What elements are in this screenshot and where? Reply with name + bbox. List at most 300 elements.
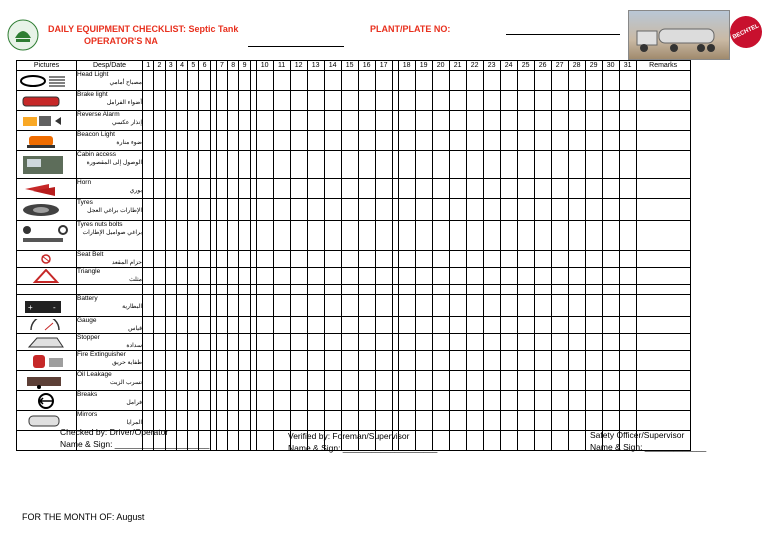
check-cell[interactable] bbox=[551, 111, 568, 131]
check-cell[interactable] bbox=[154, 334, 165, 351]
check-cell[interactable] bbox=[602, 334, 619, 351]
check-cell[interactable] bbox=[551, 431, 568, 451]
check-cell[interactable] bbox=[307, 268, 324, 285]
check-cell[interactable] bbox=[517, 221, 534, 251]
check-cell[interactable] bbox=[602, 351, 619, 371]
check-cell[interactable] bbox=[375, 334, 392, 351]
check-cell[interactable] bbox=[358, 351, 375, 371]
check-cell[interactable] bbox=[228, 295, 239, 317]
check-cell[interactable] bbox=[568, 317, 585, 334]
check-cell[interactable] bbox=[602, 411, 619, 431]
check-cell[interactable] bbox=[517, 179, 534, 199]
check-cell[interactable] bbox=[602, 285, 619, 295]
check-cell[interactable] bbox=[188, 317, 199, 334]
check-cell[interactable] bbox=[273, 371, 290, 391]
check-cell[interactable] bbox=[239, 295, 250, 317]
check-cell[interactable] bbox=[154, 179, 165, 199]
check-cell[interactable] bbox=[534, 221, 551, 251]
check-cell[interactable] bbox=[273, 199, 290, 221]
check-cell[interactable] bbox=[290, 111, 307, 131]
check-cell[interactable] bbox=[290, 391, 307, 411]
check-cell[interactable] bbox=[176, 371, 187, 391]
check-cell[interactable] bbox=[432, 295, 449, 317]
check-cell[interactable] bbox=[415, 199, 432, 221]
check-cell[interactable] bbox=[143, 334, 154, 351]
check-cell[interactable] bbox=[199, 285, 210, 295]
check-cell[interactable] bbox=[176, 251, 187, 268]
check-cell[interactable] bbox=[483, 351, 500, 371]
check-cell[interactable] bbox=[188, 371, 199, 391]
check-cell[interactable] bbox=[176, 111, 187, 131]
check-cell[interactable] bbox=[602, 91, 619, 111]
check-cell[interactable] bbox=[375, 111, 392, 131]
check-cell[interactable] bbox=[551, 199, 568, 221]
check-cell[interactable] bbox=[619, 317, 636, 334]
check-cell[interactable] bbox=[341, 285, 358, 295]
remarks-cell[interactable] bbox=[636, 285, 690, 295]
check-cell[interactable] bbox=[154, 151, 165, 179]
check-cell[interactable] bbox=[176, 334, 187, 351]
check-cell[interactable] bbox=[415, 251, 432, 268]
check-cell[interactable] bbox=[199, 391, 210, 411]
check-cell[interactable] bbox=[216, 295, 227, 317]
check-cell[interactable] bbox=[568, 91, 585, 111]
check-cell[interactable] bbox=[256, 295, 273, 317]
check-cell[interactable] bbox=[358, 91, 375, 111]
check-cell[interactable] bbox=[398, 371, 415, 391]
check-cell[interactable] bbox=[500, 268, 517, 285]
check-cell[interactable] bbox=[483, 411, 500, 431]
check-cell[interactable] bbox=[568, 221, 585, 251]
check-cell[interactable] bbox=[199, 268, 210, 285]
check-cell[interactable] bbox=[517, 391, 534, 411]
check-cell[interactable] bbox=[307, 317, 324, 334]
check-cell[interactable] bbox=[568, 411, 585, 431]
check-cell[interactable] bbox=[239, 431, 250, 451]
check-cell[interactable] bbox=[143, 285, 154, 295]
check-cell[interactable] bbox=[534, 131, 551, 151]
check-cell[interactable] bbox=[602, 251, 619, 268]
check-cell[interactable] bbox=[432, 91, 449, 111]
check-cell[interactable] bbox=[176, 179, 187, 199]
check-cell[interactable] bbox=[432, 391, 449, 411]
check-cell[interactable] bbox=[551, 285, 568, 295]
check-cell[interactable] bbox=[602, 268, 619, 285]
check-cell[interactable] bbox=[290, 71, 307, 91]
check-cell[interactable] bbox=[415, 179, 432, 199]
check-cell[interactable] bbox=[188, 391, 199, 411]
check-cell[interactable] bbox=[483, 295, 500, 317]
check-cell[interactable] bbox=[154, 351, 165, 371]
check-cell[interactable] bbox=[619, 391, 636, 411]
check-cell[interactable] bbox=[585, 285, 602, 295]
check-cell[interactable] bbox=[483, 71, 500, 91]
remarks-cell[interactable] bbox=[636, 91, 690, 111]
check-cell[interactable] bbox=[500, 371, 517, 391]
check-cell[interactable] bbox=[500, 351, 517, 371]
check-cell[interactable] bbox=[466, 151, 483, 179]
check-cell[interactable] bbox=[483, 285, 500, 295]
check-cell[interactable] bbox=[449, 351, 466, 371]
check-cell[interactable] bbox=[375, 71, 392, 91]
check-cell[interactable] bbox=[290, 199, 307, 221]
check-cell[interactable] bbox=[568, 268, 585, 285]
check-cell[interactable] bbox=[500, 199, 517, 221]
check-cell[interactable] bbox=[188, 334, 199, 351]
check-cell[interactable] bbox=[432, 199, 449, 221]
check-cell[interactable] bbox=[483, 391, 500, 411]
check-cell[interactable] bbox=[273, 91, 290, 111]
check-cell[interactable] bbox=[239, 179, 250, 199]
check-cell[interactable] bbox=[551, 334, 568, 351]
check-cell[interactable] bbox=[216, 131, 227, 151]
check-cell[interactable] bbox=[415, 295, 432, 317]
check-cell[interactable] bbox=[415, 71, 432, 91]
check-cell[interactable] bbox=[619, 351, 636, 371]
check-cell[interactable] bbox=[143, 351, 154, 371]
check-cell[interactable] bbox=[568, 111, 585, 131]
check-cell[interactable] bbox=[256, 91, 273, 111]
check-cell[interactable] bbox=[290, 268, 307, 285]
check-cell[interactable] bbox=[483, 131, 500, 151]
check-cell[interactable] bbox=[551, 251, 568, 268]
check-cell[interactable] bbox=[256, 268, 273, 285]
check-cell[interactable] bbox=[602, 371, 619, 391]
check-cell[interactable] bbox=[239, 391, 250, 411]
check-cell[interactable] bbox=[551, 295, 568, 317]
check-cell[interactable] bbox=[415, 151, 432, 179]
check-cell[interactable] bbox=[534, 295, 551, 317]
check-cell[interactable] bbox=[256, 131, 273, 151]
check-cell[interactable] bbox=[358, 295, 375, 317]
check-cell[interactable] bbox=[534, 268, 551, 285]
check-cell[interactable] bbox=[239, 351, 250, 371]
check-cell[interactable] bbox=[398, 285, 415, 295]
check-cell[interactable] bbox=[273, 351, 290, 371]
check-cell[interactable] bbox=[551, 179, 568, 199]
remarks-cell[interactable] bbox=[636, 111, 690, 131]
check-cell[interactable] bbox=[154, 111, 165, 131]
check-cell[interactable] bbox=[199, 71, 210, 91]
check-cell[interactable] bbox=[239, 199, 250, 221]
check-cell[interactable] bbox=[188, 251, 199, 268]
check-cell[interactable] bbox=[216, 151, 227, 179]
check-cell[interactable] bbox=[449, 221, 466, 251]
check-cell[interactable] bbox=[307, 91, 324, 111]
check-cell[interactable] bbox=[358, 285, 375, 295]
check-cell[interactable] bbox=[154, 131, 165, 151]
check-cell[interactable] bbox=[517, 411, 534, 431]
check-cell[interactable] bbox=[466, 371, 483, 391]
check-cell[interactable] bbox=[517, 91, 534, 111]
check-cell[interactable] bbox=[165, 131, 176, 151]
check-cell[interactable] bbox=[324, 91, 341, 111]
check-cell[interactable] bbox=[216, 91, 227, 111]
check-cell[interactable] bbox=[375, 411, 392, 431]
check-cell[interactable] bbox=[432, 179, 449, 199]
check-cell[interactable] bbox=[517, 151, 534, 179]
check-cell[interactable] bbox=[324, 334, 341, 351]
check-cell[interactable] bbox=[256, 251, 273, 268]
check-cell[interactable] bbox=[143, 295, 154, 317]
check-cell[interactable] bbox=[165, 317, 176, 334]
check-cell[interactable] bbox=[228, 268, 239, 285]
check-cell[interactable] bbox=[415, 131, 432, 151]
check-cell[interactable] bbox=[216, 199, 227, 221]
check-cell[interactable] bbox=[500, 285, 517, 295]
check-cell[interactable] bbox=[466, 411, 483, 431]
check-cell[interactable] bbox=[415, 221, 432, 251]
check-cell[interactable] bbox=[585, 391, 602, 411]
check-cell[interactable] bbox=[483, 317, 500, 334]
check-cell[interactable] bbox=[602, 151, 619, 179]
check-cell[interactable] bbox=[256, 111, 273, 131]
check-cell[interactable] bbox=[239, 371, 250, 391]
check-cell[interactable] bbox=[534, 285, 551, 295]
check-cell[interactable] bbox=[154, 295, 165, 317]
check-cell[interactable] bbox=[307, 251, 324, 268]
check-cell[interactable] bbox=[466, 179, 483, 199]
check-cell[interactable] bbox=[449, 151, 466, 179]
check-cell[interactable] bbox=[602, 295, 619, 317]
check-cell[interactable] bbox=[341, 295, 358, 317]
check-cell[interactable] bbox=[358, 317, 375, 334]
check-cell[interactable] bbox=[500, 91, 517, 111]
check-cell[interactable] bbox=[602, 71, 619, 91]
check-cell[interactable] bbox=[165, 334, 176, 351]
check-cell[interactable] bbox=[324, 317, 341, 334]
check-cell[interactable] bbox=[415, 268, 432, 285]
check-cell[interactable] bbox=[398, 71, 415, 91]
check-cell[interactable] bbox=[585, 317, 602, 334]
check-cell[interactable] bbox=[432, 71, 449, 91]
check-cell[interactable] bbox=[432, 371, 449, 391]
check-cell[interactable] bbox=[517, 251, 534, 268]
check-cell[interactable] bbox=[165, 221, 176, 251]
check-cell[interactable] bbox=[466, 221, 483, 251]
check-cell[interactable] bbox=[483, 179, 500, 199]
check-cell[interactable] bbox=[398, 221, 415, 251]
check-cell[interactable] bbox=[466, 431, 483, 451]
check-cell[interactable] bbox=[341, 317, 358, 334]
check-cell[interactable] bbox=[143, 179, 154, 199]
check-cell[interactable] bbox=[176, 91, 187, 111]
check-cell[interactable] bbox=[307, 411, 324, 431]
check-cell[interactable] bbox=[273, 131, 290, 151]
check-cell[interactable] bbox=[341, 91, 358, 111]
check-cell[interactable] bbox=[449, 334, 466, 351]
check-cell[interactable] bbox=[449, 179, 466, 199]
check-cell[interactable] bbox=[290, 411, 307, 431]
check-cell[interactable] bbox=[375, 268, 392, 285]
check-cell[interactable] bbox=[341, 111, 358, 131]
check-cell[interactable] bbox=[273, 221, 290, 251]
check-cell[interactable] bbox=[307, 221, 324, 251]
remarks-cell[interactable] bbox=[636, 317, 690, 334]
check-cell[interactable] bbox=[176, 285, 187, 295]
check-cell[interactable] bbox=[273, 71, 290, 91]
check-cell[interactable] bbox=[307, 131, 324, 151]
check-cell[interactable] bbox=[398, 268, 415, 285]
check-cell[interactable] bbox=[273, 411, 290, 431]
check-cell[interactable] bbox=[398, 411, 415, 431]
check-cell[interactable] bbox=[199, 91, 210, 111]
check-cell[interactable] bbox=[517, 351, 534, 371]
check-cell[interactable] bbox=[551, 131, 568, 151]
check-cell[interactable] bbox=[256, 199, 273, 221]
check-cell[interactable] bbox=[228, 91, 239, 111]
check-cell[interactable] bbox=[228, 371, 239, 391]
check-cell[interactable] bbox=[199, 131, 210, 151]
check-cell[interactable] bbox=[568, 71, 585, 91]
check-cell[interactable] bbox=[602, 199, 619, 221]
check-cell[interactable] bbox=[228, 131, 239, 151]
check-cell[interactable] bbox=[256, 334, 273, 351]
check-cell[interactable] bbox=[188, 268, 199, 285]
check-cell[interactable] bbox=[415, 317, 432, 334]
check-cell[interactable] bbox=[500, 317, 517, 334]
check-cell[interactable] bbox=[415, 371, 432, 391]
check-cell[interactable] bbox=[619, 221, 636, 251]
check-cell[interactable] bbox=[358, 391, 375, 411]
check-cell[interactable] bbox=[375, 295, 392, 317]
check-cell[interactable] bbox=[216, 221, 227, 251]
remarks-cell[interactable] bbox=[636, 334, 690, 351]
check-cell[interactable] bbox=[228, 199, 239, 221]
check-cell[interactable] bbox=[273, 179, 290, 199]
check-cell[interactable] bbox=[568, 351, 585, 371]
check-cell[interactable] bbox=[449, 317, 466, 334]
check-cell[interactable] bbox=[176, 268, 187, 285]
check-cell[interactable] bbox=[307, 151, 324, 179]
check-cell[interactable] bbox=[483, 251, 500, 268]
check-cell[interactable] bbox=[585, 91, 602, 111]
check-cell[interactable] bbox=[585, 411, 602, 431]
check-cell[interactable] bbox=[216, 371, 227, 391]
check-cell[interactable] bbox=[534, 334, 551, 351]
check-cell[interactable] bbox=[143, 317, 154, 334]
check-cell[interactable] bbox=[228, 251, 239, 268]
check-cell[interactable] bbox=[341, 179, 358, 199]
check-cell[interactable] bbox=[551, 151, 568, 179]
check-cell[interactable] bbox=[273, 285, 290, 295]
check-cell[interactable] bbox=[188, 221, 199, 251]
check-cell[interactable] bbox=[239, 411, 250, 431]
check-cell[interactable] bbox=[188, 179, 199, 199]
check-cell[interactable] bbox=[341, 268, 358, 285]
check-cell[interactable] bbox=[341, 334, 358, 351]
check-cell[interactable] bbox=[307, 391, 324, 411]
check-cell[interactable] bbox=[307, 199, 324, 221]
check-cell[interactable] bbox=[568, 295, 585, 317]
check-cell[interactable] bbox=[358, 111, 375, 131]
check-cell[interactable] bbox=[534, 431, 551, 451]
check-cell[interactable] bbox=[534, 91, 551, 111]
check-cell[interactable] bbox=[143, 151, 154, 179]
check-cell[interactable] bbox=[143, 221, 154, 251]
check-cell[interactable] bbox=[341, 71, 358, 91]
check-cell[interactable] bbox=[466, 131, 483, 151]
check-cell[interactable] bbox=[415, 351, 432, 371]
check-cell[interactable] bbox=[375, 91, 392, 111]
check-cell[interactable] bbox=[199, 334, 210, 351]
check-cell[interactable] bbox=[500, 295, 517, 317]
check-cell[interactable] bbox=[585, 111, 602, 131]
check-cell[interactable] bbox=[534, 111, 551, 131]
check-cell[interactable] bbox=[432, 131, 449, 151]
check-cell[interactable] bbox=[483, 268, 500, 285]
check-cell[interactable] bbox=[375, 131, 392, 151]
check-cell[interactable] bbox=[324, 285, 341, 295]
check-cell[interactable] bbox=[143, 268, 154, 285]
check-cell[interactable] bbox=[188, 91, 199, 111]
check-cell[interactable] bbox=[324, 371, 341, 391]
remarks-cell[interactable] bbox=[636, 391, 690, 411]
check-cell[interactable] bbox=[568, 199, 585, 221]
check-cell[interactable] bbox=[358, 221, 375, 251]
check-cell[interactable] bbox=[466, 317, 483, 334]
check-cell[interactable] bbox=[273, 334, 290, 351]
check-cell[interactable] bbox=[324, 251, 341, 268]
check-cell[interactable] bbox=[324, 295, 341, 317]
check-cell[interactable] bbox=[568, 179, 585, 199]
check-cell[interactable] bbox=[143, 371, 154, 391]
check-cell[interactable] bbox=[517, 131, 534, 151]
check-cell[interactable] bbox=[290, 179, 307, 199]
check-cell[interactable] bbox=[375, 151, 392, 179]
check-cell[interactable] bbox=[176, 391, 187, 411]
check-cell[interactable] bbox=[154, 71, 165, 91]
check-cell[interactable] bbox=[483, 151, 500, 179]
check-cell[interactable] bbox=[398, 151, 415, 179]
check-cell[interactable] bbox=[432, 268, 449, 285]
check-cell[interactable] bbox=[324, 199, 341, 221]
check-cell[interactable] bbox=[500, 71, 517, 91]
check-cell[interactable] bbox=[619, 91, 636, 111]
check-cell[interactable] bbox=[517, 317, 534, 334]
check-cell[interactable] bbox=[358, 71, 375, 91]
check-cell[interactable] bbox=[341, 251, 358, 268]
check-cell[interactable] bbox=[534, 251, 551, 268]
check-cell[interactable] bbox=[228, 411, 239, 431]
check-cell[interactable] bbox=[358, 251, 375, 268]
check-cell[interactable] bbox=[188, 151, 199, 179]
remarks-cell[interactable] bbox=[636, 295, 690, 317]
check-cell[interactable] bbox=[483, 334, 500, 351]
check-cell[interactable] bbox=[517, 199, 534, 221]
check-cell[interactable] bbox=[517, 285, 534, 295]
check-cell[interactable] bbox=[483, 221, 500, 251]
check-cell[interactable] bbox=[324, 268, 341, 285]
check-cell[interactable] bbox=[216, 391, 227, 411]
remarks-cell[interactable] bbox=[636, 411, 690, 431]
check-cell[interactable] bbox=[358, 151, 375, 179]
check-cell[interactable] bbox=[568, 334, 585, 351]
check-cell[interactable] bbox=[466, 251, 483, 268]
check-cell[interactable] bbox=[256, 411, 273, 431]
check-cell[interactable] bbox=[216, 71, 227, 91]
check-cell[interactable] bbox=[500, 151, 517, 179]
check-cell[interactable] bbox=[619, 295, 636, 317]
check-cell[interactable] bbox=[256, 371, 273, 391]
check-cell[interactable] bbox=[585, 151, 602, 179]
check-cell[interactable] bbox=[585, 251, 602, 268]
check-cell[interactable] bbox=[216, 334, 227, 351]
check-cell[interactable] bbox=[256, 151, 273, 179]
check-cell[interactable] bbox=[619, 179, 636, 199]
check-cell[interactable] bbox=[415, 334, 432, 351]
check-cell[interactable] bbox=[188, 111, 199, 131]
